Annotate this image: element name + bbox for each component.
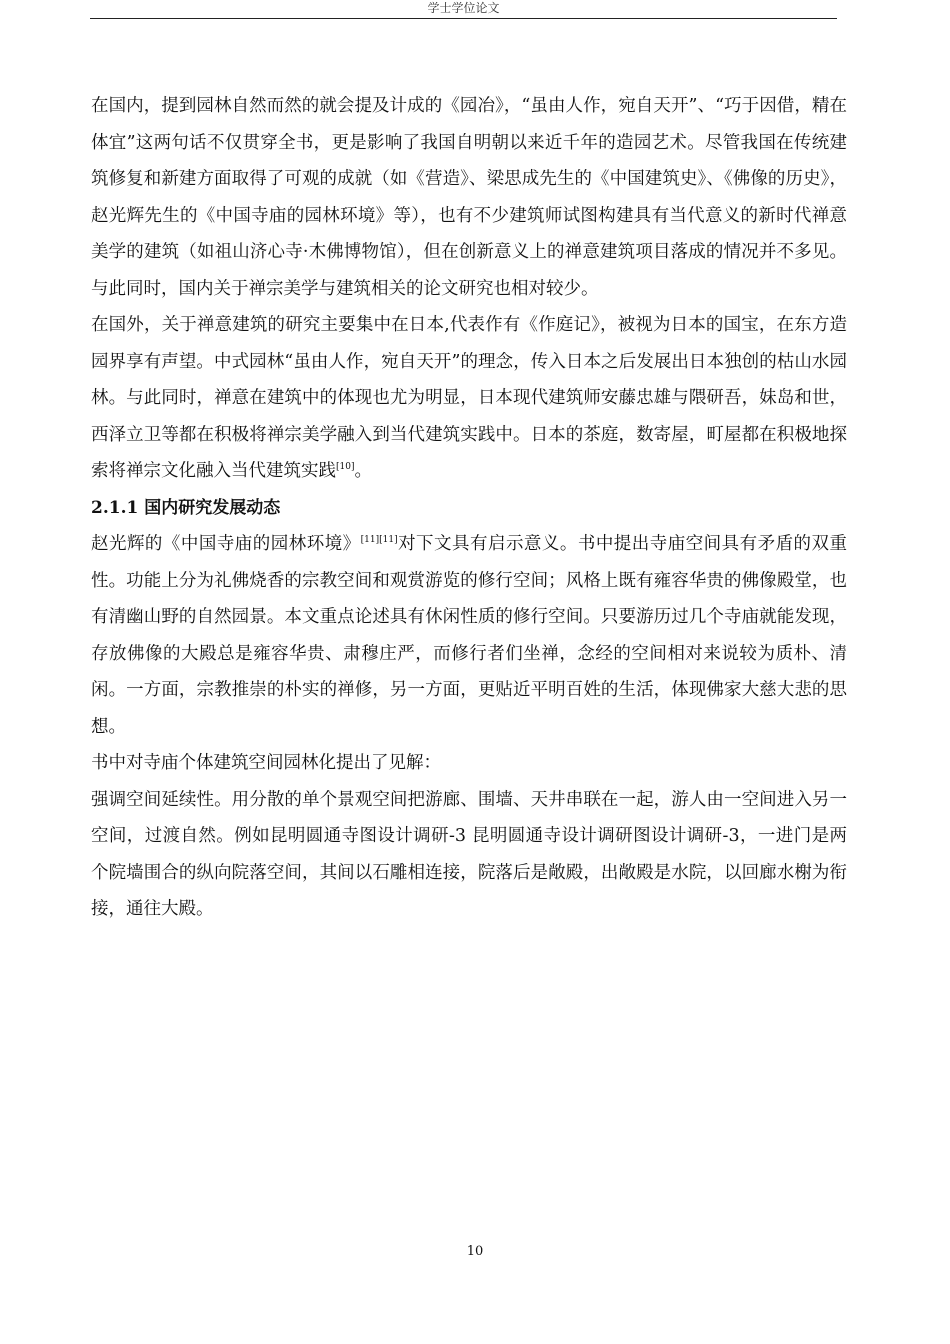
paragraph-spatial-continuity: 强调空间延续性。用分散的单个景观空间把游廊、围墙、天井串联在一起，游人由一空间进入另一空间，过渡自然。例如昆明圆通寺图设计调研-3 昆明圆通寺设计调研图设计调研-3，一进门是两个院墙围合的纵向院落空间，其间以石雕相连接，院落后是敞殿，出敞殿是水院，以回廊水榭为衔接，通往大殿。 bbox=[91, 789, 847, 919]
paragraph-foreign-tail: 。 bbox=[354, 461, 372, 481]
paragraph-book-views: 书中对寺庙个体建筑空间园林化提出了见解： bbox=[91, 753, 441, 773]
page-number: 10 bbox=[466, 1244, 484, 1259]
document-body bbox=[91, 88, 847, 928]
paragraph-foreign-overview bbox=[91, 307, 847, 490]
section-heading: 2.1.1 国内研究发展动态 bbox=[91, 497, 281, 518]
paragraph-foreign-text: 在国外，关于禅意建筑的研究主要集中在日本,代表作有《作庭记》，被视为日本的国宝，在东方造园界享有声望。中式园林“虽由人作，宛自天开”的理念，传入日本之后发展出日本独创的枯山水园林。与此同时，禅意在建筑中的体现也尤为明显，日本现代建筑师安藤忠雄与隈研吾，妹岛和世，西泽立卫等都在积极将禅宗美学融入到当代建筑实践中。日本的茶庭，数寄屋，町屋都在积极地探索将禅宗文化融入当代建筑实践 bbox=[91, 315, 847, 481]
paragraph-domestic-overview: 在国内，提到园林自然而然的就会提及计成的《园冶》，“虽由人作，宛自天开”、“巧于因借，精在体宜”这两句话不仅贯穿全书，更是影响了我国自明朝以来近千年的造园艺术。尽管我国在传统建筑修复和新建方面取得了可观的成就（如《营造》、梁思成先生的《中国建筑史》、《佛像的历史》，赵光辉先生的《中国寺庙的园林环境》等），也有不少建筑师试图构建具有当代意义的新时代禅意美学的建筑（如祖山济心寺·木佛博物馆），但在创新意义上的禅意建筑项目落成的情况并不多见。与此同时，国内关于禅宗美学与建筑相关的论文研究也相对较少。 bbox=[91, 96, 847, 299]
citation-ref: [11][11] bbox=[360, 535, 398, 545]
paragraph-zhao-book bbox=[91, 526, 847, 745]
page-header: 学士学位论文 bbox=[90, 0, 837, 19]
paragraph-zhao-tail: 对下文具有启示意义。书中提出寺庙空间具有矛盾的双重性。功能上分为礼佛烧香的宗教空间和观赏游览的修行空间；风格上既有雍容华贵的佛像殿堂，也有清幽山野的自然园景。本文重点论述具有休闲性质的修行空间。只要游历过几个寺庙就能发现，存放佛像的大殿总是雍容华贵、肃穆庄严，而修行者们坐禅，念经的空间相对来说较为质朴、清闲。一方面，宗教推崇的朴实的禅修，另一方面，更贴近平明百姓的生活，体现佛家大慈大悲的思想。 bbox=[91, 534, 848, 737]
paragraph-zhao-head: 赵光辉的《中国寺庙的园林环境》 bbox=[91, 534, 361, 554]
citation-ref: [10] bbox=[336, 462, 355, 472]
